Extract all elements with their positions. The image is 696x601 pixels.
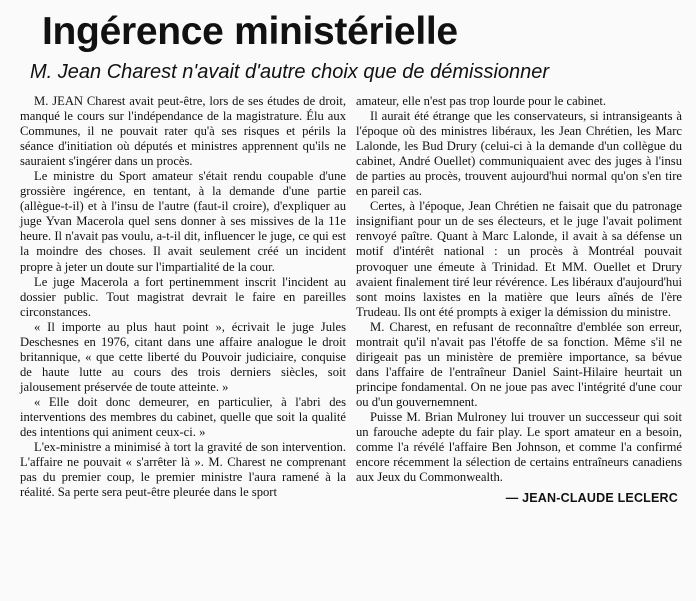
headline: Ingérence ministérielle bbox=[42, 10, 458, 53]
paragraph: Il aurait été étrange que les conservateurs, si intransigeants à l'époque où des ministres libéraux, les Jean Chrétien, les Marc Lalonde, les Bud Drury (celui-ci à la demande d'un collègue du cabinet, André Ouellet) communiquaient avec des juges à l'insu de parties au procès, trouvent aujourd'hui normal qu'on s'en tire en pareil cas. bbox=[356, 109, 682, 199]
article-body bbox=[20, 94, 682, 506]
paragraph: L'ex-ministre a minimisé à tort la gravité de son intervention. L'affaire ne pouvait « s'arrêter là ». M. Charest ne comprenant pas du premier coup, le premier ministre l'aura ramené à la réalité. Sa perte sera peut-être pleurée dans le sport bbox=[20, 440, 346, 500]
subtitle: M. Jean Charest n'avait d'autre choix que de démissionner bbox=[30, 61, 550, 83]
paragraph: Certes, à l'époque, Jean Chrétien ne faisait que du patronage insignifiant pour un de ses électeurs, et le juge l'avait poliment renvoyé paître. Quant à Marc Lalonde, il avait à sa défense un motif d'intérêt national : un procès à Montréal pouvait provoquer une émeute à Trinidad. Et MM. Ouellet et Drury avaient finalement tiré leur révérence. Les libéraux d'aujourd'hui sont moins laxistes en la matière que leurs aînés de l'ère Trudeau. Ils ont été prompts à exiger la démission du ministre. bbox=[356, 199, 682, 319]
paragraph: amateur, elle n'est pas trop lourde pour le cabinet. bbox=[356, 94, 607, 108]
paragraph: Le juge Macerola a fort pertinemment inscrit l'incident au dossier public. Tout magistrat devrait le faire en pareilles circonstances. bbox=[20, 274, 346, 319]
paragraph: « Elle doit donc demeurer, en particulier, à l'abri des interventions des membres du cabinet, quelle que soit la qualité des intentions qui animent ceux-ci. » bbox=[20, 394, 346, 440]
paragraph: Le ministre du Sport amateur s'était rendu coupable d'une grossière ingérence, en tentant, à la demande d'une partie (allègue-t-il) et à l'insu de l'autre (faut-il croire), d'expliquer au juge Yvan Macerola quel sens donner à ses missives de la 11e heure. Il n'avait pas voulu, a-t-il dit, influencer le juge, ce qui est la moindre des choses. Il avait seulement créé un incident propre à jeter un doute sur l'impartialité de la cour. bbox=[20, 169, 346, 274]
paragraph: « Il importe au plus haut point », écrivait le juge Jules Deschesnes en 1976, citant dans une affaire analogue le droit britannique, « que cette liberté du Pouvoir judiciaire, conquise de haute lutte au cours des trois derniers siècles, soit jalousement préservée de toute atteinte. » bbox=[20, 319, 346, 394]
paragraph: M. Charest, en refusant de reconnaître d'emblée son erreur, montrait qu'il n'avait pas l'étoffe de sa fonction. Même s'il ne dirigeait pas un ministère de première importance, sa bévue dans l'affaire de l'entraîneur Daniel Saint-Hilaire heurtait un principe fondamental. On ne joue pas avec l'intégrité d'une cour ou d'un gouvernemnent. bbox=[356, 319, 682, 409]
right-column bbox=[356, 94, 682, 506]
author-signature: — JEAN-CLAUDE LECLERC bbox=[505, 491, 678, 506]
paragraph: M. JEAN Charest avait peut-être, lors de ses études de droit, manqué le cours sur l'indépendance de la magistrature. Élu aux Communes, il ne pouvait rater qu'à ses risques et périls la séance d'initiation où députés et ministres apprennent qu'ils ne sauraient s'ingérer dans un procès. bbox=[20, 94, 346, 169]
paragraph: Puisse M. Brian Mulroney lui trouver un successeur qui soit un farouche adepte du fair play. Le sport amateur en a besoin, comme l'a révélé l'affaire Ben Johnson, et comme l'a confirmé encore récemment la sélection de certains entraîneurs canadiens aux Jeux du Commonwealth. bbox=[356, 409, 682, 485]
left-column bbox=[20, 94, 346, 506]
